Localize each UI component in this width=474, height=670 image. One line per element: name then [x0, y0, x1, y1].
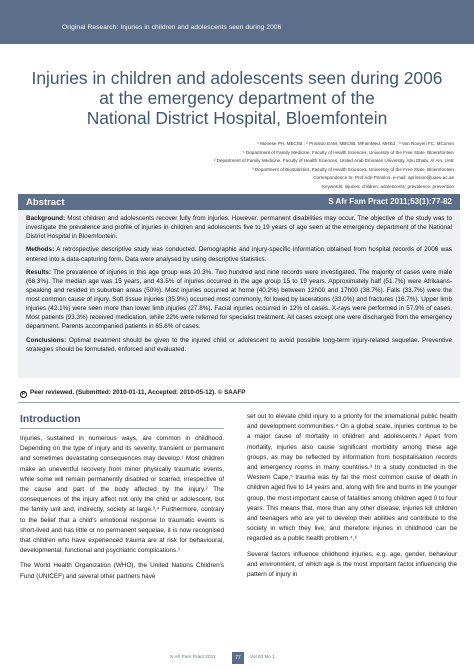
affiliation-3: ³ Department of Biostatistics, Faculty of Health Sciences, University of the Free State, Bloemfontein — [252, 166, 454, 172]
abstract-results — [26, 268, 452, 332]
footer-journal: S Afr Fam Pract 2011 — [170, 655, 216, 660]
conclusions-label: Conclusions: — [26, 336, 67, 344]
page-footer — [0, 652, 474, 666]
abstract-conclusions — [26, 336, 452, 354]
section-divider — [18, 402, 460, 403]
text-column-left — [20, 434, 224, 587]
background-text: Most children and adolescents recover fully from injuries. However, permanent disabilities may occur. The objective of the study was to investigate the prevalence and profile of injuries in children and adolescents five to 19 years of age seen at the emergency department of the National District Hospital in Bloemfontein. — [26, 215, 453, 241]
correspondence: Correspondence to: Prof Adri Prinsloo, e-mail: aprinsloo@uaeu.ac.ae — [313, 175, 454, 181]
abstract-methods — [26, 245, 452, 263]
abstract-box — [18, 194, 460, 378]
background-label: Background: — [26, 215, 66, 222]
results-text: The prevalence of injuries in this age group was 20.3%. Two hundred and nine records were investigated. The majority of cases were male (68.3%). The median age was 15 years, and 43.5% of injuries occurred in the age group 15 to 19 years. Approximately half (51.7%) were Afrikaans-speaking and resided in suburban areas (50%). Most injuries occurred at home (40.2%) between 12h00 and 17h00 (38.7%). Falls (33.7%) were the most common cause of injury. Soft tissue injuries (35.9%) occurred most commonly, fol lowed by lacerations (33.0%) and fractures (16.7%). Upper limb injuries (42.1%) were seen more than lower limb injuries (27.8%). Facial injuries occurred in 12% of cases. X-rays were performed in 57.9% of cases. Most patients (93.3%) received medication, while 22% were referred for specialist treatment. All cases except one were discharged from the emergency department. Parents accompanied patients in 65.6% of cases. — [26, 268, 452, 331]
footer-volume: Vol 53 No 1 — [250, 655, 275, 660]
running-title: Original Research: Injuries in children and adolescents seen during 2006 — [62, 24, 282, 31]
results-label: Results: — [26, 268, 52, 276]
affiliation-1: ¹ Department of Family Medicine, Faculty of Health Sciences, University of the Free State, Bloemfontein — [243, 149, 454, 155]
abstract-body — [18, 210, 460, 354]
methods-text: A retrospective descriptive study was conducted. Demographic and injury-specific information obtained from hospital records of 2006 was entered into a data-capturing form. Data were analysed by using descriptive statistics. — [26, 246, 452, 263]
title-line-2: at the emergency department of the — [99, 88, 375, 108]
peer-review-text: Peer reviewed. (Submitted: 2010-01-11, Accepted: 2010-05-12). © SAAFP — [30, 389, 246, 396]
affiliation-2: ² Department of Family Medicine, Faculty of Health Sciences, United Arab Emirates University, Abu Dhabi, Al Ain, UAE — [213, 158, 454, 164]
abstract-citation: S Afr Fam Pract 2011;53(1):77-82 — [328, 197, 452, 206]
introduction-heading: Introduction — [20, 414, 81, 425]
intro-paragraph-3: set out to elevate child injury to a priority for the international public health and development communities.⁴ On a global scale, injuries continue to be a major cause of mortality in children and adolescents.³ Apart from mortality, injuries also cause significant morbidity among these age groups, as may be reflected by information from hospitalisation records and emergency rooms in many countries.³ In a study conducted in the Western Cape,⁵ trauma was by far the most common cause of death in children aged five to 14 years and, along with fire and burns in the younger group, the most important cause of fatalities among children aged 0 to four years. This means that, more than any other disease, injuries kill children and teenagers who are yet to develop their abilities and contribute to the society in which they live, and therefore injuries in childhood can be regarded as a public health problem.⁴,⁶ — [247, 413, 457, 543]
author-names: ¹ Monese PH, MBChB ; ² Prinsloo EAM, MBChB, MFamMed, MHEd ; ³ Van Rooyen FC, MComm — [257, 141, 454, 146]
methods-label: Methods: — [26, 246, 55, 254]
abstract-header — [18, 194, 460, 210]
peer-review-note — [20, 389, 245, 398]
text-column-right — [247, 412, 457, 585]
intro-paragraph-4: Several factors influence childhood injuries, e.g. age, gender, behaviour and environment, of which age is the most important factor influencing the pattern of injury in — [247, 550, 457, 579]
keywords: Keywords: injuries; children; adolescents; prevalence; prevention — [321, 183, 454, 189]
header-bar — [0, 0, 474, 44]
article-title — [30, 68, 444, 128]
intro-paragraph-2: The World Health Organization (WHO), the United Nations Children's Fund (UNICEF) and several other partners have — [20, 562, 224, 580]
abstract-title: Abstract — [26, 196, 65, 208]
peer-review-icon: P — [21, 391, 26, 397]
page-number: 77 — [232, 652, 244, 664]
introduction-rule — [20, 428, 224, 429]
title-line-1: Injuries in children and adolescents seen during 2006 — [31, 68, 443, 88]
author-block — [14, 140, 454, 192]
title-line-3: National District Hospital, Bloemfontein — [86, 108, 388, 128]
conclusions-text: Optimal treatment should be given to the injured child or adolescent to avoid possible long-term injury-related sequelae. Preventive strategies should be formulated, enforced and evaluated. — [26, 336, 453, 353]
intro-paragraph-1: Injuries, sustained in numerous ways, are common in childhood. Depending on the type of injury and its severity, transient or permanent and sometimes devastating consequences may develop.¹ Most children make an uneventful recovery from minor physically traumatic events, while some will remain permanently disabled or scarred, irrespective of the cause and part of the body affected by the injury.² The consequences of the injury affect not only the child or adolescent, but the family unit and, indirectly, society at large.³,⁴ Furthermore, contrary to the belief that a child's emotional response to traumatic events is short-lived and has little or no permanent sequelae, it is now recognised that children who have experienced trauma are at risk for behavioural, developmental, functional and psychiatric complications.¹ — [20, 435, 224, 555]
abstract-background — [26, 214, 452, 241]
